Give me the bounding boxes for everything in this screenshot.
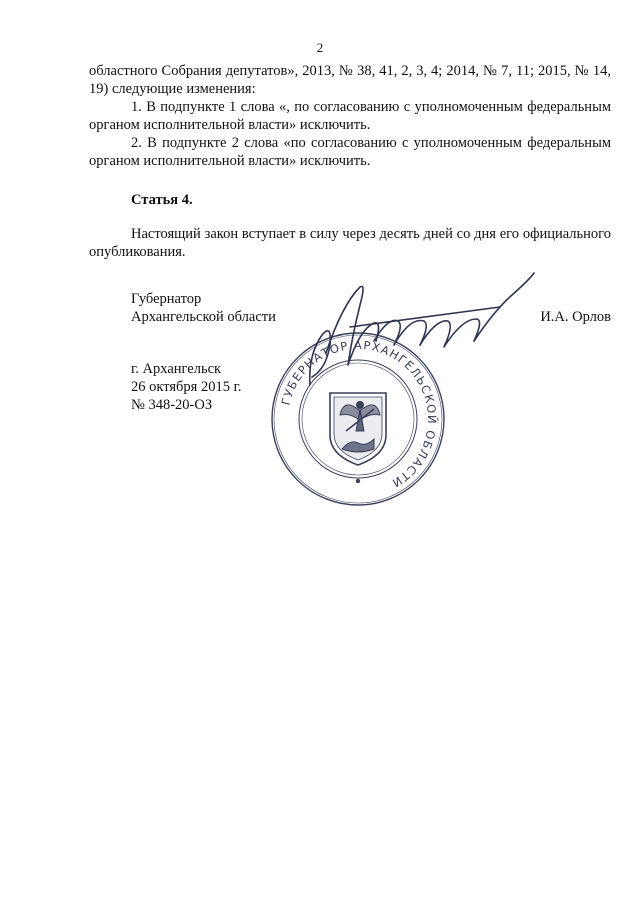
- article-title: Статья 4.: [131, 192, 193, 208]
- paragraph-effective: Настоящий закон вступает в силу через десять дней со дня его официального опубликования.: [89, 226, 611, 260]
- place-city: г. Архангельск: [131, 361, 222, 377]
- signatory-title-line2: Архангельской области: [131, 309, 276, 325]
- place-date-block: [131, 360, 242, 414]
- paragraph-intro: областного Собрания депутатов», 2013, № 38, 41, 2, 3, 4; 2014, № 7, 11; 2015, № 14, 19) следующие изменения:: [89, 63, 611, 97]
- document-date: 26 октября 2015 г.: [131, 379, 242, 395]
- document-number: № 348-20-ОЗ: [131, 397, 213, 413]
- signatory-name: И.А. Орлов: [540, 309, 611, 325]
- paragraph-item-1: 1. В подпункте 1 слова «, по согласованию с уполномоченным федеральным органом исполнительной власти» исключить.: [89, 99, 611, 133]
- paragraph-item-2: 2. В подпункте 2 слова «по согласованию с уполномоченным федеральным органом исполнительной власти» исключить.: [89, 135, 611, 169]
- document-body: [89, 62, 611, 261]
- page-number: 2: [316, 40, 324, 55]
- seal-text: ГУБЕРНАТОР АРХАНГЕЛЬСКОЙ ОБЛАСТИ: [278, 337, 440, 491]
- signatory-title-line1: Губернатор: [131, 291, 202, 307]
- handwritten-signature-icon: [290, 265, 550, 395]
